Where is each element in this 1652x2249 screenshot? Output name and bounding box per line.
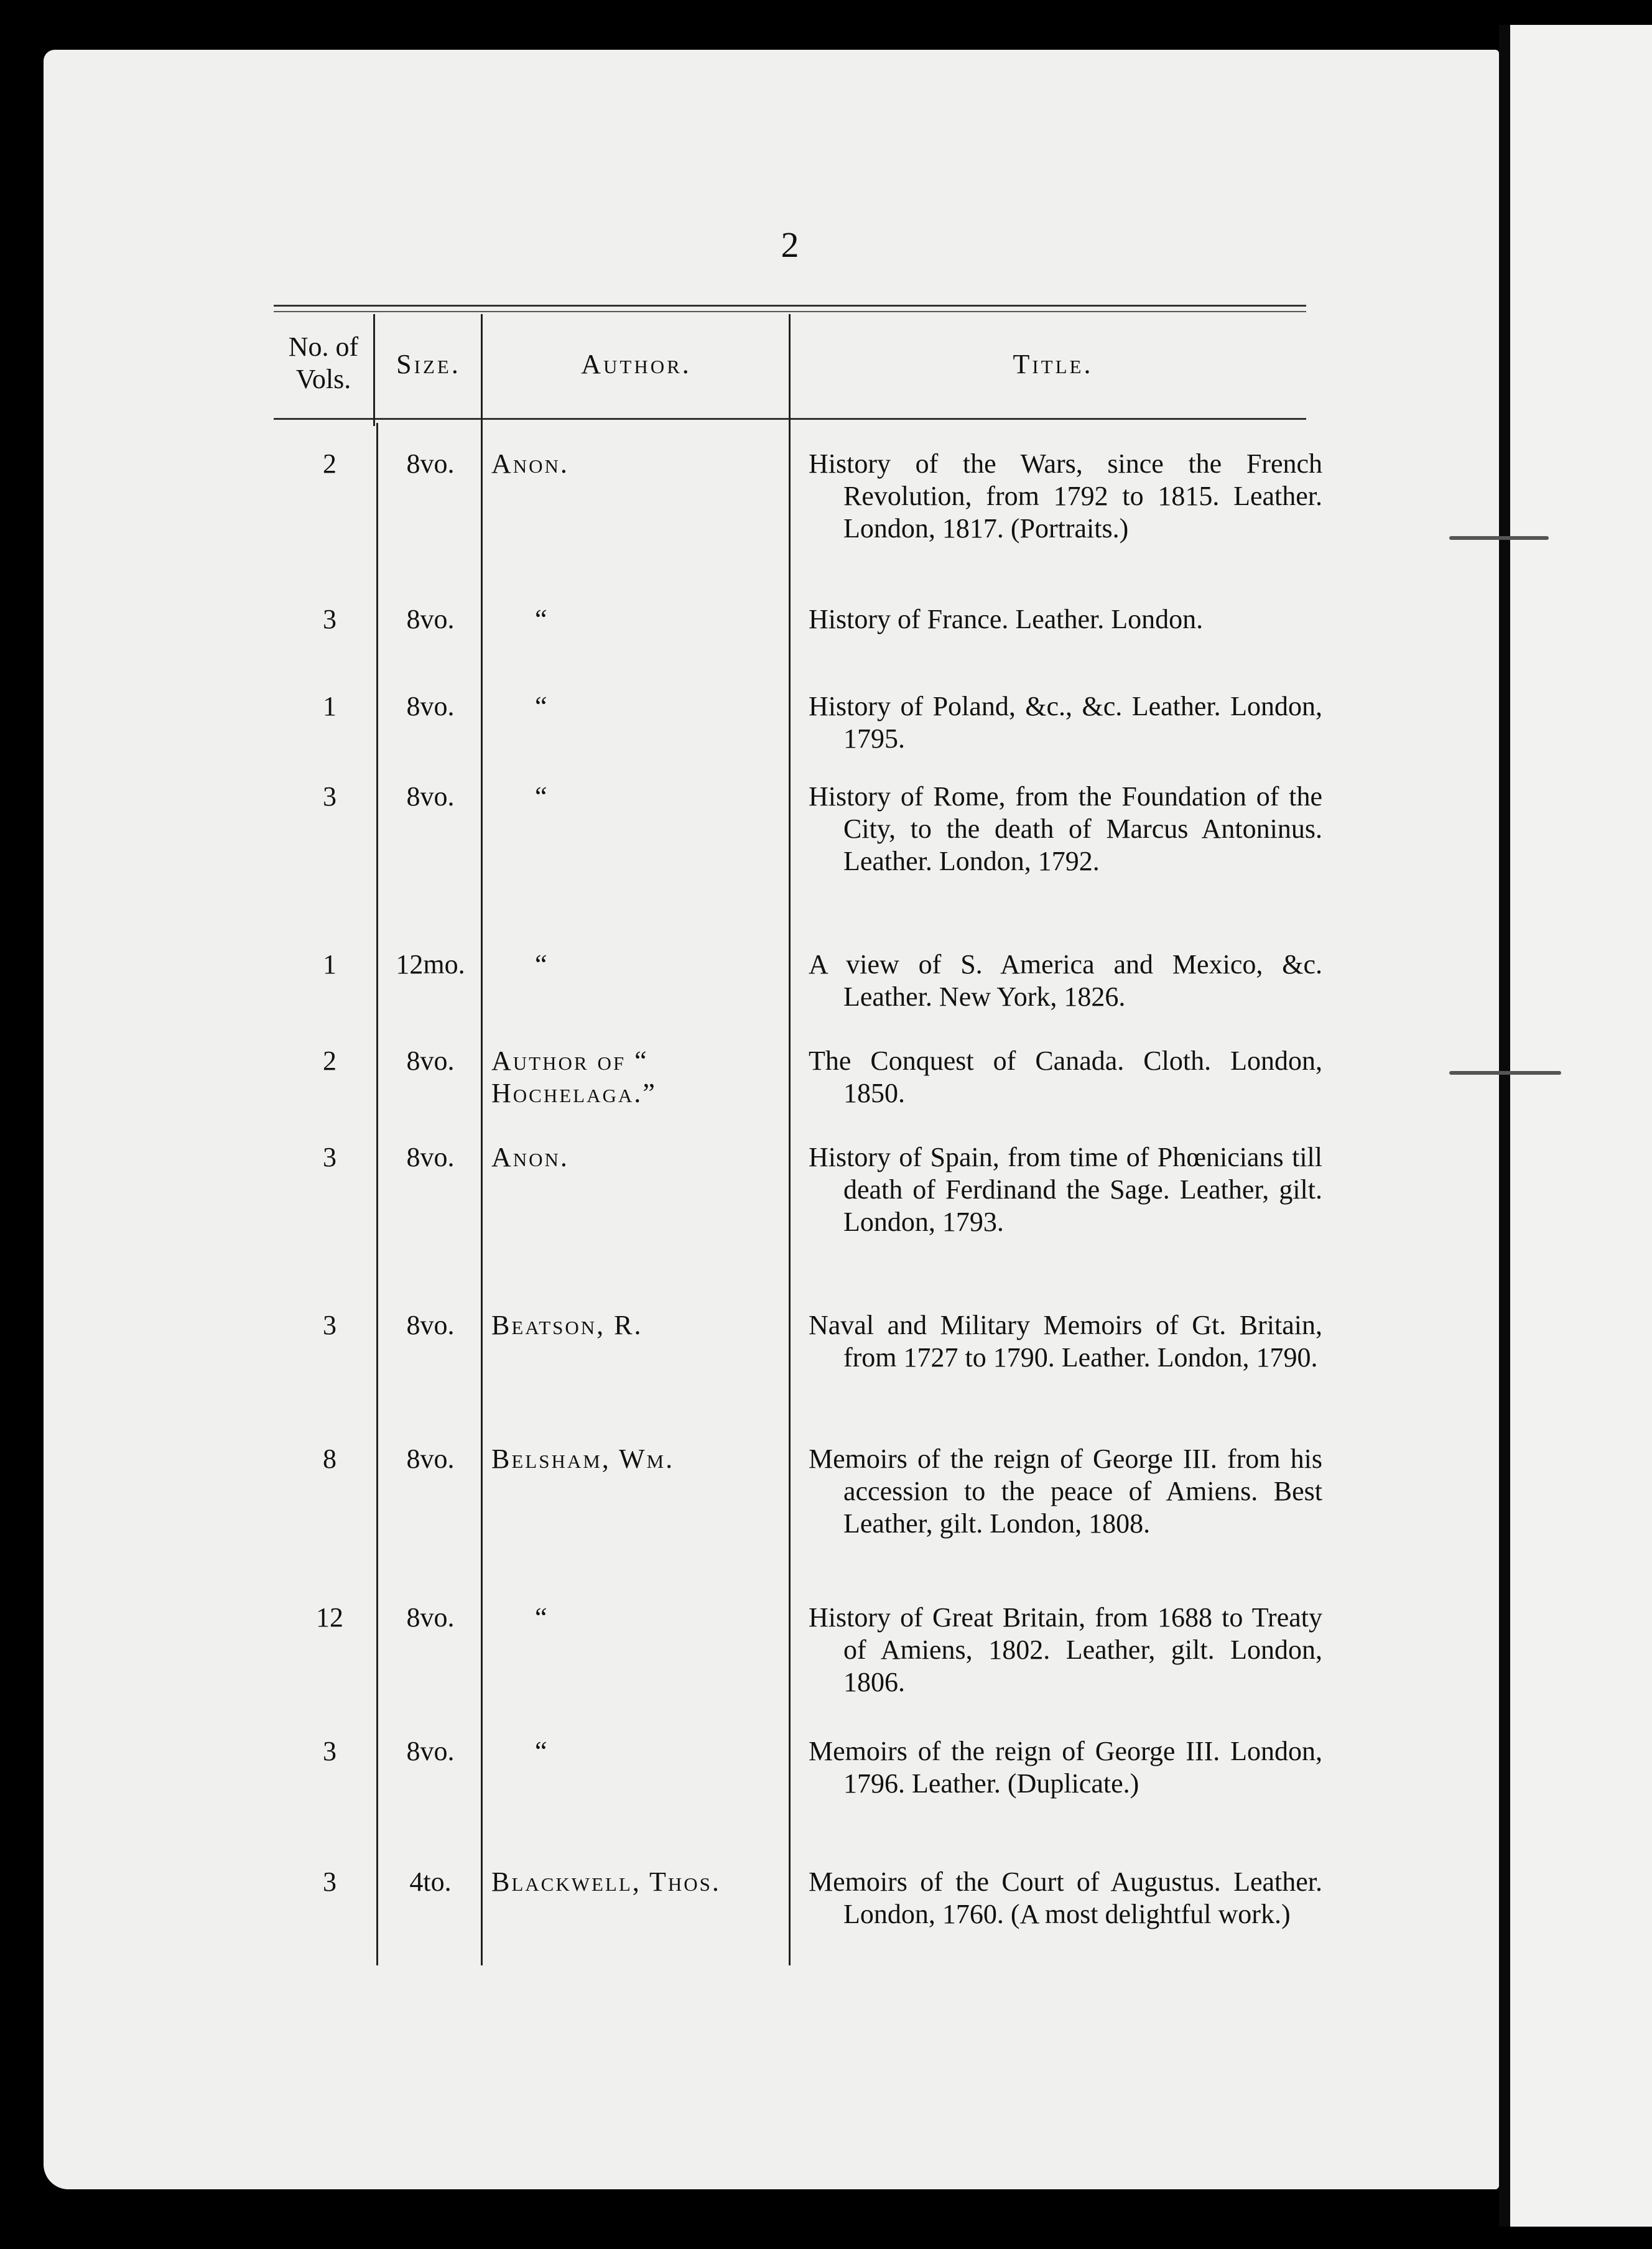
cell-author: “ xyxy=(535,781,549,812)
cell-size: 8vo. xyxy=(406,1444,455,1474)
cell-vols: 3 xyxy=(323,781,336,812)
cell-vols: 3 xyxy=(323,1866,336,1897)
cell-size: 8vo. xyxy=(406,448,455,479)
header-author: Author. xyxy=(581,349,692,379)
cell-title: History of the Wars, since the French Revolution, from 1792 to 1815. Leather. London, 1817. (Portraits.) xyxy=(809,448,1322,544)
cell-author: “ xyxy=(535,604,549,634)
cell-size: 8vo. xyxy=(406,604,455,634)
cell-size: 12mo. xyxy=(396,949,465,980)
book-gutter xyxy=(1499,25,1510,2227)
facing-page xyxy=(1510,25,1652,2227)
cell-author: “ xyxy=(535,1736,549,1766)
col-divider-3 xyxy=(789,314,791,1965)
cell-title: History of Spain, from time of Phœnicians till death of Ferdinand the Sage. Leather, gilt. London, 1793. xyxy=(809,1142,1322,1237)
margin-mark xyxy=(1449,1071,1561,1075)
cell-title: Memoirs of the reign of George III. London, 1796. Leather. (Duplicate.) xyxy=(809,1736,1322,1799)
margin-mark xyxy=(1449,536,1549,540)
cell-vols: 8 xyxy=(323,1444,336,1474)
cell-vols: 1 xyxy=(323,949,336,980)
cell-title: Naval and Military Memoirs of Gt. Britain, from 1727 to 1790. Leather. London, 1790. xyxy=(809,1310,1322,1373)
top-rule-double xyxy=(274,311,1306,312)
cell-vols: 1 xyxy=(323,691,336,721)
cell-title: Memoirs of the Court of Augustus. Leather. London, 1760. (A most delightful work.) xyxy=(809,1866,1322,1929)
cell-size: 8vo. xyxy=(406,1046,455,1076)
cell-title: A view of S. America and Mexico, &c. Leather. New York, 1826. xyxy=(809,949,1322,1012)
cell-title: History of Great Britain, from 1688 to Treaty of Amiens, 1802. Leather, gilt. London, 1806. xyxy=(809,1602,1322,1697)
cell-author: Anon. xyxy=(491,1142,569,1172)
cell-vols: 3 xyxy=(323,1736,336,1766)
cell-author: Author of “ Hochelaga.” xyxy=(491,1046,657,1108)
header-vols: No. of Vols. xyxy=(288,332,359,394)
cell-author: Anon. xyxy=(491,448,569,479)
page-number: 2 xyxy=(781,225,799,265)
cell-vols: 12 xyxy=(316,1602,343,1633)
header-size: Size. xyxy=(396,349,461,379)
col-divider-2 xyxy=(481,314,483,1965)
cell-author: “ xyxy=(535,691,549,721)
header-title: Title. xyxy=(1013,349,1093,379)
cell-title: History of Poland, &c., &c. Leather. London, 1795. xyxy=(809,691,1322,754)
cell-title: History of France. Leather. London. xyxy=(809,604,1204,634)
cell-size: 4to. xyxy=(409,1866,452,1897)
cell-vols: 3 xyxy=(323,1310,336,1340)
col-divider-1-head xyxy=(373,314,375,426)
cell-vols: 2 xyxy=(323,1046,336,1076)
cell-vols: 3 xyxy=(323,604,336,634)
cell-size: 8vo. xyxy=(406,1736,455,1766)
cell-vols: 2 xyxy=(323,448,336,479)
cell-author: “ xyxy=(535,949,549,980)
cell-title: Memoirs of the reign of George III. from his accession to the peace of Amiens. Best Leather, gilt. London, 1808. xyxy=(809,1444,1322,1539)
cell-author: Blackwell, Thos. xyxy=(491,1866,721,1897)
col-divider-1 xyxy=(376,423,378,1965)
cell-size: 8vo. xyxy=(406,781,455,812)
cell-size: 8vo. xyxy=(406,1602,455,1633)
cell-title: The Conquest of Canada. Cloth. London, 1850. xyxy=(809,1046,1322,1108)
cell-author: “ xyxy=(535,1602,549,1633)
cell-size: 8vo. xyxy=(406,1142,455,1172)
cell-size: 8vo. xyxy=(406,1310,455,1340)
top-rule xyxy=(274,305,1306,307)
cell-title: History of Rome, from the Foundation of the City, to the death of Marcus Antoninus. Leather. London, 1792. xyxy=(809,781,1322,876)
cell-author: Belsham, Wm. xyxy=(491,1444,675,1474)
cell-vols: 3 xyxy=(323,1142,336,1172)
cell-size: 8vo. xyxy=(406,691,455,721)
cell-author: Beatson, R. xyxy=(491,1310,643,1340)
